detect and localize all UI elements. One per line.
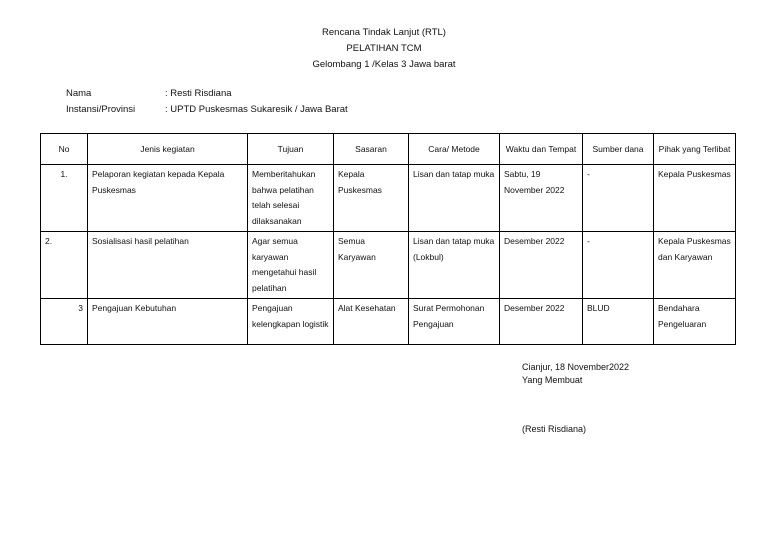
table-row [41,232,736,299]
table-row [41,165,736,232]
header-pihak: Pihak yang Terlibat [654,134,736,165]
cell-sasaran: Kepala Puskesmas [334,165,409,232]
cell-tujuan: Memberitahukan bahwa pelatihan telah selesai dilaksanakan [248,165,334,232]
cell-no: 1. [41,165,88,232]
rtl-table [40,133,736,345]
cell-waktu: Sabtu, 19 November 2022 [500,165,583,232]
institution-label: Instansi/Provinsi [66,104,136,115]
cell-no: 2. [41,232,88,299]
cell-dana: BLUD [583,299,654,345]
document-title: Rencana Tindak Lanjut (RTL) [322,27,446,38]
cell-pihak: Kepala Puskesmas dan Karyawan [654,232,736,299]
cell-metode: Lisan dan tatap muka (Lokbul) [409,232,500,299]
cell-no: 3 [41,299,88,345]
table-row [41,299,736,345]
header-waktu: Waktu dan Tempat [500,134,583,165]
cell-waktu: Desember 2022 [500,299,583,345]
cell-kegiatan: Pengajuan Kebutuhan [88,299,248,345]
cell-metode: Surat Permohonan Pengajuan [409,299,500,345]
header-no: No [41,134,88,165]
name-value: : Resti Risdiana [165,88,232,99]
cell-tujuan: Pengajuan kelengkapan logistik [248,299,334,345]
signature-role: Yang Membuat [522,375,583,385]
cell-sasaran: Semua Karyawan [334,232,409,299]
header-dana: Sumber dana [583,134,654,165]
cell-kegiatan: Pelaporan kegiatan kepada Kepala Puskesmas [88,165,248,232]
header-kegiatan: Jenis kegiatan [88,134,248,165]
cell-metode: Lisan dan tatap muka [409,165,500,232]
cell-pihak: Bendahara Pengeluaran [654,299,736,345]
cell-pihak: Kepala Puskesmas [654,165,736,232]
cell-kegiatan: Sosialisasi hasil pelatihan [88,232,248,299]
cell-tujuan: Agar semua karyawan mengetahui hasil pelatihan [248,232,334,299]
institution-value: : UPTD Puskesmas Sukaresik / Jawa Barat [165,104,348,115]
cell-waktu: Desember 2022 [500,232,583,299]
document-subtitle: PELATIHAN TCM [346,43,422,54]
cell-sasaran: Alat Kesehatan [334,299,409,345]
header-tujuan: Tujuan [248,134,334,165]
header-sasaran: Sasaran [334,134,409,165]
signature-name: (Resti Risdiana) [522,424,587,434]
table-header-row [41,134,736,165]
cell-dana: - [583,165,654,232]
header-metode: Cara/ Metode [409,134,500,165]
signature-place-date: Cianjur, 18 November2022 [522,362,630,372]
cell-dana: - [583,232,654,299]
name-label: Nama [66,88,92,99]
document-batch: Gelombang 1 /Kelas 3 Jawa barat [312,59,456,70]
